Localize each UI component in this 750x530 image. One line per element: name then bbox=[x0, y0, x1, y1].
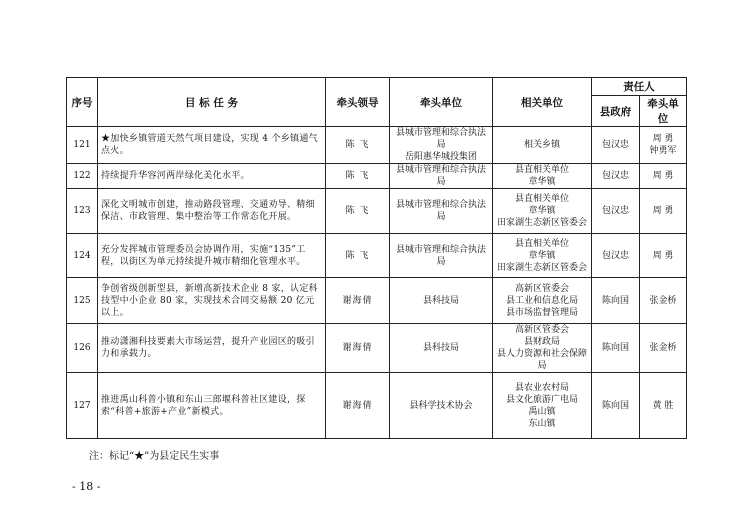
header-related-units: 相关单位 bbox=[493, 78, 592, 127]
lead-unit-line: 县城市管理和综合执法局 bbox=[395, 200, 486, 222]
cell-gov-person: 陈向国 bbox=[592, 278, 640, 324]
cell-unit-person bbox=[640, 373, 687, 439]
lead-unit-line: 县科技局 bbox=[422, 295, 459, 306]
cell-lead-unit bbox=[390, 234, 493, 278]
cell-unit-person bbox=[640, 164, 687, 189]
related-unit-line: 田家湖生态新区管委会 bbox=[496, 218, 587, 228]
related-unit-line: 县直相关单位 bbox=[514, 165, 569, 175]
header-responsible: 责任人 bbox=[592, 78, 687, 96]
table-row bbox=[67, 234, 687, 278]
header-lead-unit: 牵头单位 bbox=[390, 78, 493, 127]
cell-seq: 125 bbox=[67, 278, 98, 324]
related-unit-line: 县文化旅游广电局 bbox=[505, 394, 578, 405]
unit-person-line: 周 勇 bbox=[652, 206, 674, 216]
cell-leader: 谢海倩 bbox=[326, 324, 390, 373]
related-unit-line: 县直相关单位 bbox=[514, 238, 569, 249]
header-lead-unit-person: 牵头单位 bbox=[640, 96, 687, 127]
cell-task: 深化文明城市创建，推动路段管理、交通劝导、精细保洁、市政管理、集中整治等工作常态化开展。 bbox=[98, 189, 326, 234]
cell-seq: 126 bbox=[67, 324, 98, 373]
unit-person-line: 周 勇 bbox=[652, 250, 674, 261]
cell-unit-person bbox=[640, 189, 687, 234]
cell-unit-person bbox=[640, 234, 687, 278]
cell-seq: 121 bbox=[67, 127, 98, 164]
unit-person-line: 周 勇 bbox=[652, 171, 674, 181]
related-unit-line: 禹山镇 bbox=[528, 406, 556, 417]
cell-leader: 陈 飞 bbox=[326, 189, 390, 234]
task-table bbox=[66, 77, 687, 439]
related-unit-line: 田家湖生态新区管委会 bbox=[496, 262, 587, 273]
cell-leader: 陈 飞 bbox=[326, 164, 390, 189]
lead-unit-line: 县城市管理和综合执法局 bbox=[395, 165, 486, 187]
cell-gov-person: 陈向国 bbox=[592, 373, 640, 439]
related-unit-line: 章华镇 bbox=[528, 206, 556, 216]
cell-seq: 124 bbox=[67, 234, 98, 278]
cell-lead-unit bbox=[390, 189, 493, 234]
cell-seq: 123 bbox=[67, 189, 98, 234]
cell-lead-unit bbox=[390, 373, 493, 439]
related-unit-line: 县人力资源和社会保障局 bbox=[496, 349, 587, 371]
table-row bbox=[67, 127, 687, 164]
table-row bbox=[67, 189, 687, 234]
cell-task: ★加快乡镇管道天然气项目建设，实现 4 个乡镇通气点火。 bbox=[98, 127, 326, 164]
related-unit-line: 高新区管委会 bbox=[514, 325, 569, 335]
lead-unit-line: 县城市管理和综合执法局 bbox=[395, 128, 486, 150]
table-row bbox=[67, 373, 687, 439]
header-task: 目 标 任 务 bbox=[98, 78, 326, 127]
cell-task: 充分发挥城市管理委员会协调作用，实施“135”工程，以街区为单元持续提升城市精细化管理水平。 bbox=[98, 234, 326, 278]
cell-gov-person: 包汉忠 bbox=[592, 164, 640, 189]
table-row bbox=[67, 324, 687, 373]
cell-unit-person bbox=[640, 127, 687, 164]
lead-unit-line: 县城市管理和综合执法局 bbox=[395, 244, 486, 267]
related-unit-line: 县市场监督管理局 bbox=[505, 307, 578, 318]
related-unit-line: 章华镇 bbox=[528, 250, 556, 261]
cell-unit-person bbox=[640, 278, 687, 324]
related-unit-line: 县直相关单位 bbox=[514, 194, 569, 204]
header-seq: 序号 bbox=[67, 78, 98, 127]
cell-related-units bbox=[493, 234, 592, 278]
related-unit-line: 县农业农村局 bbox=[514, 382, 569, 393]
lead-unit-line: 县科学技术协会 bbox=[409, 400, 473, 411]
cell-gov-person: 陈向国 bbox=[592, 324, 640, 373]
cell-leader: 谢海倩 bbox=[326, 373, 390, 439]
cell-lead-unit bbox=[390, 278, 493, 324]
cell-related-units bbox=[493, 189, 592, 234]
related-unit-line: 高新区管委会 bbox=[514, 283, 569, 294]
cell-related-units bbox=[493, 278, 592, 324]
cell-task: 争创省级创新型县，新增高新技术企业 8 家，认定科技型中小企业 80 家，实现技术合同交易额 20 亿元以上。 bbox=[98, 278, 326, 324]
unit-person-line: 周 勇 bbox=[652, 134, 674, 144]
cell-leader: 陈 飞 bbox=[326, 127, 390, 164]
header-leader: 牵头领导 bbox=[326, 78, 390, 127]
cell-task: 推进禹山科普小镇和东山三郎堰科普社区建设，探索“科普+旅游+产业”新模式。 bbox=[98, 373, 326, 439]
cell-related-units bbox=[493, 164, 592, 189]
unit-person-line: 钟勇军 bbox=[649, 146, 677, 156]
table-row bbox=[67, 278, 687, 324]
related-unit-line: 县财政局 bbox=[523, 337, 560, 347]
cell-related-units bbox=[493, 127, 592, 164]
cell-seq: 122 bbox=[67, 164, 98, 189]
related-unit-line: 县工业和信息化局 bbox=[505, 295, 578, 306]
cell-lead-unit bbox=[390, 164, 493, 189]
cell-unit-person bbox=[640, 324, 687, 373]
task-table-body bbox=[67, 127, 687, 439]
cell-lead-unit bbox=[390, 127, 493, 164]
unit-person-line: 张金桥 bbox=[649, 343, 677, 353]
cell-task: 持续提升华容河两岸绿化美化水平。 bbox=[98, 164, 326, 189]
cell-gov-person: 包汉忠 bbox=[592, 234, 640, 278]
table-row bbox=[67, 164, 687, 189]
cell-leader: 陈 飞 bbox=[326, 234, 390, 278]
cell-leader: 谢海倩 bbox=[326, 278, 390, 324]
related-unit-line: 相关乡镇 bbox=[523, 140, 560, 150]
unit-person-line: 黄 胜 bbox=[652, 400, 674, 411]
page-number: - 18 - bbox=[72, 480, 101, 493]
header-gov: 县政府 bbox=[592, 96, 640, 127]
cell-task: 推动潇湘科技要素大市场运营，提升产业园区的吸引力和承载力。 bbox=[98, 324, 326, 373]
related-unit-line: 章华镇 bbox=[528, 177, 556, 187]
lead-unit-line: 县科技局 bbox=[422, 343, 459, 353]
lead-unit-line: 岳阳惠华城投集团 bbox=[404, 152, 477, 162]
cell-seq: 127 bbox=[67, 373, 98, 439]
cell-related-units bbox=[493, 324, 592, 373]
cell-related-units bbox=[493, 373, 592, 439]
related-unit-line: 东山镇 bbox=[528, 418, 556, 429]
cell-gov-person: 包汉忠 bbox=[592, 127, 640, 164]
cell-lead-unit bbox=[390, 324, 493, 373]
unit-person-line: 张金桥 bbox=[649, 295, 677, 306]
footnote: 注：标记“★”为县定民生实事 bbox=[89, 451, 220, 462]
cell-gov-person: 包汉忠 bbox=[592, 189, 640, 234]
